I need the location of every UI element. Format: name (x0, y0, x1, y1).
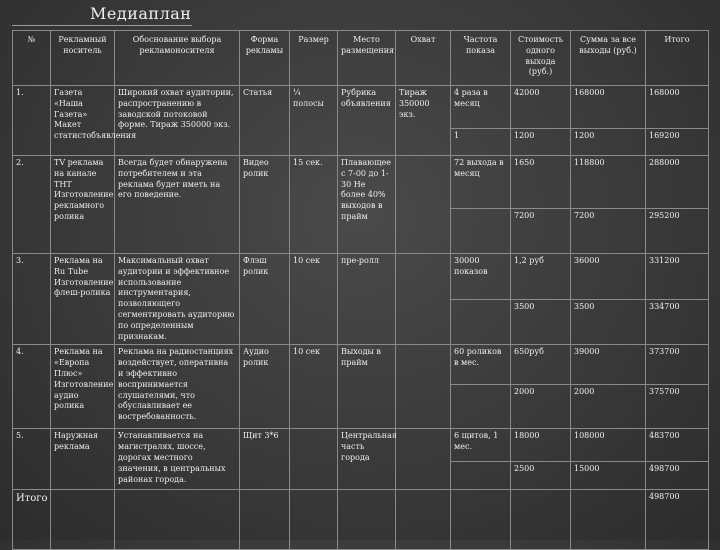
header-place: Место размещения (338, 31, 396, 86)
row-number: 1. (13, 86, 51, 156)
total-empty (290, 490, 338, 550)
header-size: Размер (290, 31, 338, 86)
slide-title: Медиаплан (90, 4, 192, 23)
header-num: № (13, 31, 51, 86)
row-unit-cost: 2500 (511, 462, 571, 490)
row-form: Флэш ролик (240, 254, 290, 345)
table-row (13, 254, 709, 300)
row-total: 483700 (646, 429, 709, 462)
table-row (13, 429, 709, 462)
row-number: 3. (13, 254, 51, 345)
row-sum: 1200 (571, 129, 646, 156)
total-empty (115, 490, 240, 550)
row-unit-cost: 1200 (511, 129, 571, 156)
total-empty (338, 490, 396, 550)
row-size (290, 429, 338, 490)
row-form: Щит 3*6 (240, 429, 290, 490)
header-sum: Сумма за все выходы (руб.) (571, 31, 646, 86)
row-frequency: 1 (451, 129, 511, 156)
row-place: Плавающее с 7-00 до 1-30 Не более 40% выходов в прайм (338, 156, 396, 254)
row-unit-cost: 7200 (511, 209, 571, 254)
row-size: 15 сек. (290, 156, 338, 254)
row-reach (396, 156, 451, 254)
row-place: пре-ролл (338, 254, 396, 345)
row-reach (396, 345, 451, 429)
row-frequency (451, 385, 511, 429)
row-total: 375700 (646, 385, 709, 429)
row-carrier: TV реклама на канале ТНТ Изготовление рекламного ролика (51, 156, 115, 254)
row-place: Выходы в прайм (338, 345, 396, 429)
row-unit-cost: 1650 (511, 156, 571, 209)
row-carrier: Реклама на «Европа Плюс» Изготовление аудио ролика (51, 345, 115, 429)
header-carrier: Рекламный носитель (51, 31, 115, 86)
total-label: Итого (13, 490, 51, 550)
row-sum: 2000 (571, 385, 646, 429)
row-frequency (451, 299, 511, 345)
media-plan-table (12, 30, 709, 550)
row-place: Рубрика объявления (338, 86, 396, 156)
row-size: ¼ полосы (290, 86, 338, 156)
row-sum: 15000 (571, 462, 646, 490)
row-reason: Максимальный охват аудитории и эффективное использование инструментария, позволяющего сегментировать аудиторию по определенным признакам. (115, 254, 240, 345)
row-total: 373700 (646, 345, 709, 385)
total-empty (451, 490, 511, 550)
header-form: Форма рекламы (240, 31, 290, 86)
row-unit-cost: 2000 (511, 385, 571, 429)
row-total: 169200 (646, 129, 709, 156)
row-carrier: Газета «Наша Газета» Макет статистобъявления (51, 86, 115, 156)
total-empty (511, 490, 571, 550)
table-row (13, 156, 709, 209)
row-carrier: Реклама на Ru Tube Изготовление флеш-ролика (51, 254, 115, 345)
row-frequency (451, 462, 511, 490)
row-reason: Всегда будет обнаружена потребителем и эта реклама будет иметь на его поведение. (115, 156, 240, 254)
table-row (13, 345, 709, 385)
row-carrier: Наружная реклама (51, 429, 115, 490)
row-frequency: 6 щитов, 1 мес. (451, 429, 511, 462)
row-reason: Широкий охват аудитории, распространению в заводской потоковой форме. Тираж 350000 экз. (115, 86, 240, 156)
row-sum: 168000 (571, 86, 646, 129)
row-form: Видео ролик (240, 156, 290, 254)
total-row (13, 490, 709, 550)
header-unit-cost: Стоимость одного выхода (руб.) (511, 31, 571, 86)
row-total: 334700 (646, 299, 709, 345)
row-total: 168000 (646, 86, 709, 129)
row-frequency: 72 выхода в месяц (451, 156, 511, 209)
row-size: 10 сек (290, 345, 338, 429)
row-reach (396, 254, 451, 345)
row-sum: 3500 (571, 299, 646, 345)
header-reach: Охват (396, 31, 451, 86)
row-reason: Реклама на радиостанциях воздействует, оперативна и эффективно воспринимается слушателями, что обуславливает ее востребованность. (115, 345, 240, 429)
row-number: 2. (13, 156, 51, 254)
row-size: 10 сек (290, 254, 338, 345)
row-total: 331200 (646, 254, 709, 300)
row-reason: Устанавливается на магистралях, шоссе, дорогах местного значения, в центральных районах города. (115, 429, 240, 490)
table-row (13, 86, 709, 129)
row-number: 5. (13, 429, 51, 490)
row-unit-cost: 1,2 руб (511, 254, 571, 300)
row-frequency: 4 раза в месяц (451, 86, 511, 129)
row-sum: 118800 (571, 156, 646, 209)
row-frequency: 60 роликов в мес. (451, 345, 511, 385)
row-sum: 108000 (571, 429, 646, 462)
row-reach: Тираж 350000 экз. (396, 86, 451, 156)
row-place: Центральная часть города (338, 429, 396, 490)
header-reason: Обоснование выбора рекламоносителя (115, 31, 240, 86)
row-total: 288000 (646, 156, 709, 209)
row-unit-cost: 650руб (511, 345, 571, 385)
row-total: 498700 (646, 462, 709, 490)
grand-total: 498700 (646, 490, 709, 550)
header-row (13, 31, 709, 86)
row-frequency: 30000 показов (451, 254, 511, 300)
total-empty (51, 490, 115, 550)
row-frequency (451, 209, 511, 254)
title-underline (12, 25, 192, 26)
row-sum: 7200 (571, 209, 646, 254)
row-sum: 39000 (571, 345, 646, 385)
header-total: Итого (646, 31, 709, 86)
row-number: 4. (13, 345, 51, 429)
row-form: Аудио ролик (240, 345, 290, 429)
row-form: Статья (240, 86, 290, 156)
header-frequency: Частота показа (451, 31, 511, 86)
total-empty (240, 490, 290, 550)
row-unit-cost: 3500 (511, 299, 571, 345)
row-unit-cost: 42000 (511, 86, 571, 129)
row-total: 295200 (646, 209, 709, 254)
total-empty (396, 490, 451, 550)
row-unit-cost: 18000 (511, 429, 571, 462)
row-sum: 36000 (571, 254, 646, 300)
row-reach (396, 429, 451, 490)
total-empty (571, 490, 646, 550)
